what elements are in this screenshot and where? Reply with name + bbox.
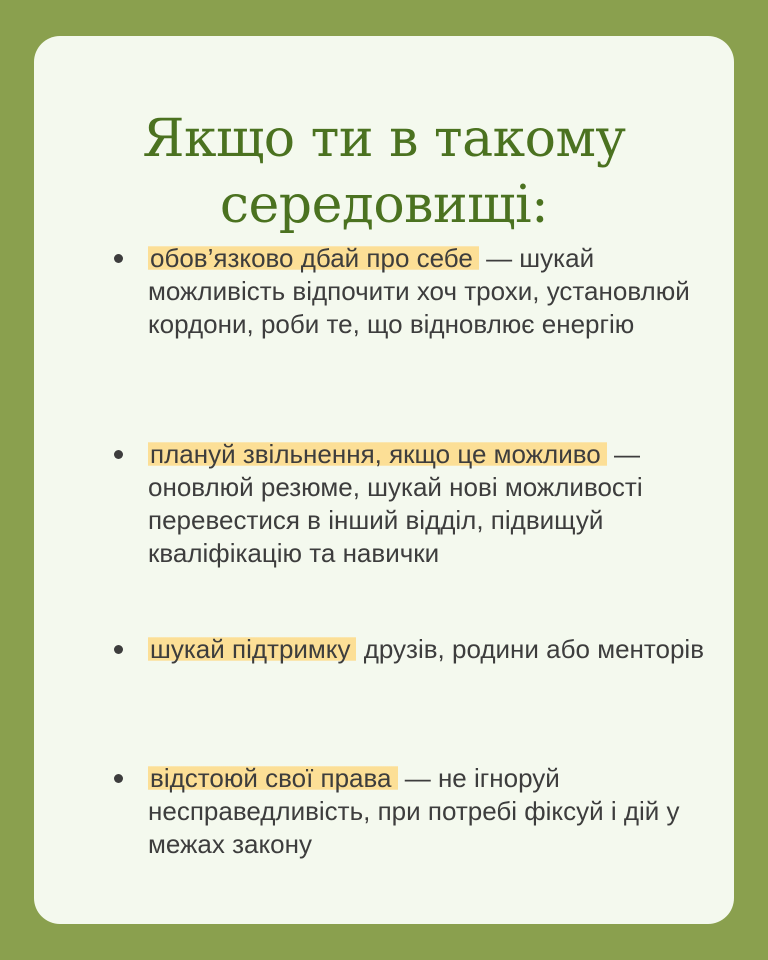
item-rest-text: — шукай можливість відпочити хоч трохи, установлюй кордони, роби те, що відновлює енергію [148, 243, 690, 339]
list-item [114, 762, 704, 861]
list-item-text [148, 242, 704, 341]
item-rest-text: — оновлюй резюме, шукай нові можливості перевестися в інший відділ, підвищуй кваліфікацію та навички [148, 439, 643, 568]
list-item [114, 438, 704, 570]
bullet-icon [114, 254, 123, 263]
item-rest-text: друзів, родини або менторів [356, 634, 705, 664]
bullet-icon [114, 450, 123, 459]
list-item-text [148, 762, 704, 861]
bullet-icon [114, 645, 123, 654]
title-line-2: середовищі: [219, 175, 549, 235]
highlight-text: обов’язково дбай про себе [148, 243, 479, 273]
list-item [114, 242, 704, 341]
list-item-text [148, 633, 704, 666]
content-card [34, 36, 734, 924]
highlight-text: плануй звільнення, якщо це можливо [148, 439, 607, 469]
bullet-icon [114, 774, 123, 783]
advice-list [34, 36, 734, 924]
list-item-text [148, 438, 704, 570]
item-rest-text: — не ігноруй несправедливість, при потребі фіксуй і дій у межах закону [148, 763, 680, 859]
list-item [114, 633, 704, 666]
highlight-text: шукай підтримку [148, 634, 356, 664]
title-line-1: Якщо ти в такому [142, 109, 626, 169]
highlight-text: відстоюй свої права [148, 763, 398, 793]
